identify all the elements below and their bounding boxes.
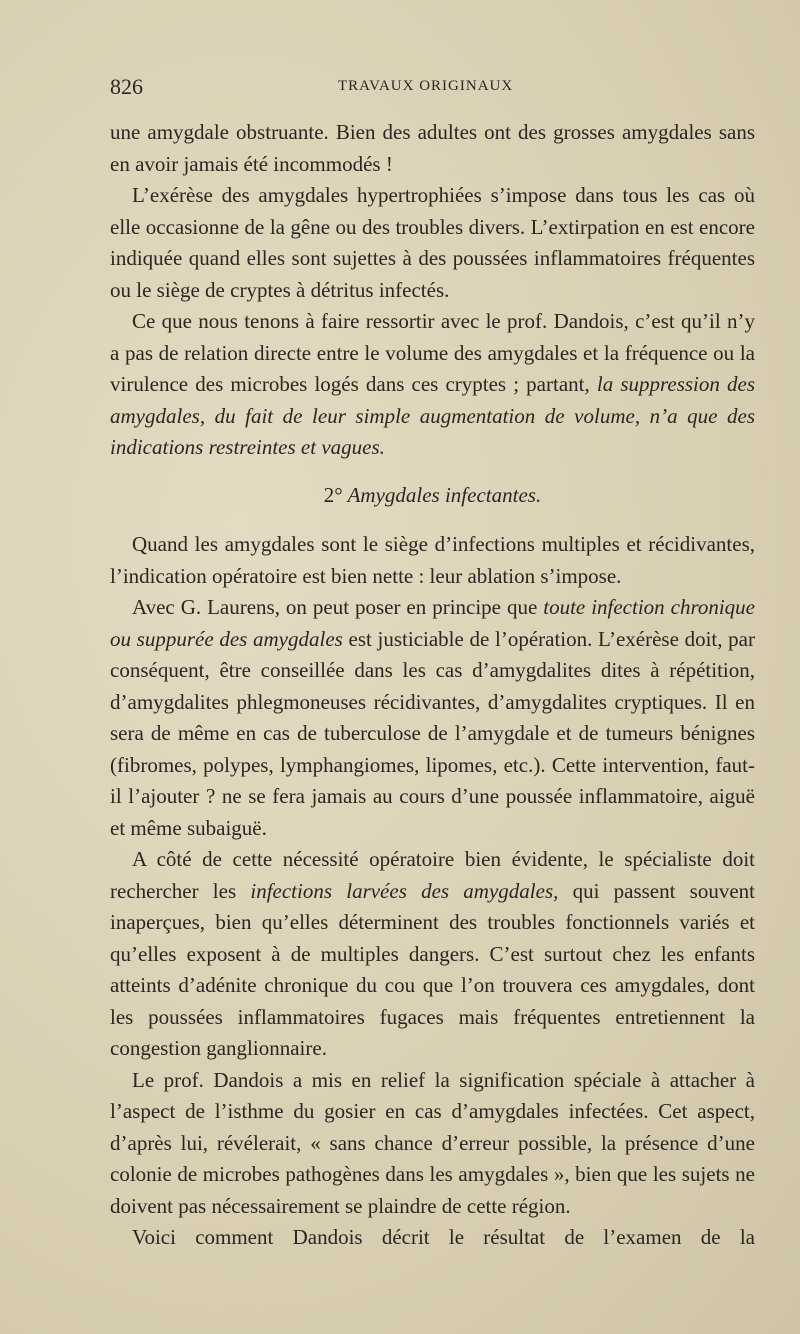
page-header xyxy=(110,74,755,104)
paragraph xyxy=(110,844,755,1065)
paragraph: Le prof. Dandois a mis en relief la signification spéciale à attacher à l’aspect de l’isthme du gosier en cas d’amygdales infectées. Cet aspect, d’après lui, révélerait, « sans chance d’erreur possible, la présence d’une colonie de microbes pathogènes dans les amygdales », bien que les sujets ne doivent pas nécessairement se plaindre de cette région. xyxy=(110,1067,755,1218)
paragraph: Quand les amygdales sont le siège d’infections multiples et récidivantes, l’indication opératoire est bien nette : leur ablation s’impose. xyxy=(110,532,755,588)
paragraph-text: A côté de cette nécessité opératoire bien évidente, le spécialiste doit rechercher les xyxy=(110,847,755,903)
emphasis-text: la suppression des amygdales, du fait de leur simple augmentation de volume, n’a que des indications restreintes et vagues. xyxy=(110,372,755,459)
paragraph: une amygdale obstruante. Bien des adultes ont des grosses amygdales sans en avoir jamais été incommodés ! xyxy=(110,120,755,176)
paragraph-text: est justiciable de l’opération. L’exérèse doit, par conséquent, être conseillée dans les cas d’amygdalites dites à répétition, d’amygdalites phlegmoneuses récidivantes, d’amygdalites cryptiques. Il en sera de même en cas de tuberculose de l’amygdale et de tumeurs bénignes (fibromes, polypes, lymphangiomes, lipomes, etc.). Cette intervention, faut-il l’ajouter ? ne se fera jamais au cours d’une poussée inflammatoire, aiguë et même subaiguë. xyxy=(110,626,755,840)
body-text xyxy=(110,117,755,1254)
paragraph-text: Ce que nous tenons à faire ressortir avec le prof. Dandois, c’est qu’il n’y a pas de relation directe entre le volume des amygdales et la fréquence ou la virulence des microbes logés dans ces cryptes ; partant, xyxy=(110,309,755,396)
running-title: TRAVAUX ORIGINAUX xyxy=(338,78,514,94)
section-heading xyxy=(110,480,755,512)
paragraph xyxy=(110,306,755,464)
paragraph: L’exérèse des amygdales hypertrophiées s’impose dans tous les cas où elle occasionne de la gêne ou des troubles divers. L’extirpation en est encore indiquée quand elles sont sujettes à des poussées inflammatoires fréquentes ou le siège de cryptes à détritus infectés. xyxy=(110,183,755,302)
section-number: 2° xyxy=(323,482,343,507)
paragraph-text: Avec G. Laurens, on peut poser en principe que xyxy=(132,595,544,619)
section-title: Amygdales infectantes. xyxy=(347,482,542,507)
paragraph-text: qui passent souvent inaperçues, bien qu’elles déterminent des troubles fonctionnels variés et qu’elles exposent à de multiples dangers. C’est surtout chez les enfants atteints d’adénite chronique du cou que l’on trouvera ces amygdales, dont les poussées inflammatoires fugaces mais fréquentes entretiennent la congestion ganglionnaire. xyxy=(110,878,756,1060)
paragraph xyxy=(110,592,755,844)
paragraph: Voici comment Dandois décrit le résultat de l’examen de la xyxy=(132,1225,755,1249)
page-number: 826 xyxy=(110,74,143,99)
emphasis-text: infections larvées des amygdales, xyxy=(250,878,559,903)
emphasis-text: toute infection chronique ou suppurée des amygdales xyxy=(110,595,756,651)
